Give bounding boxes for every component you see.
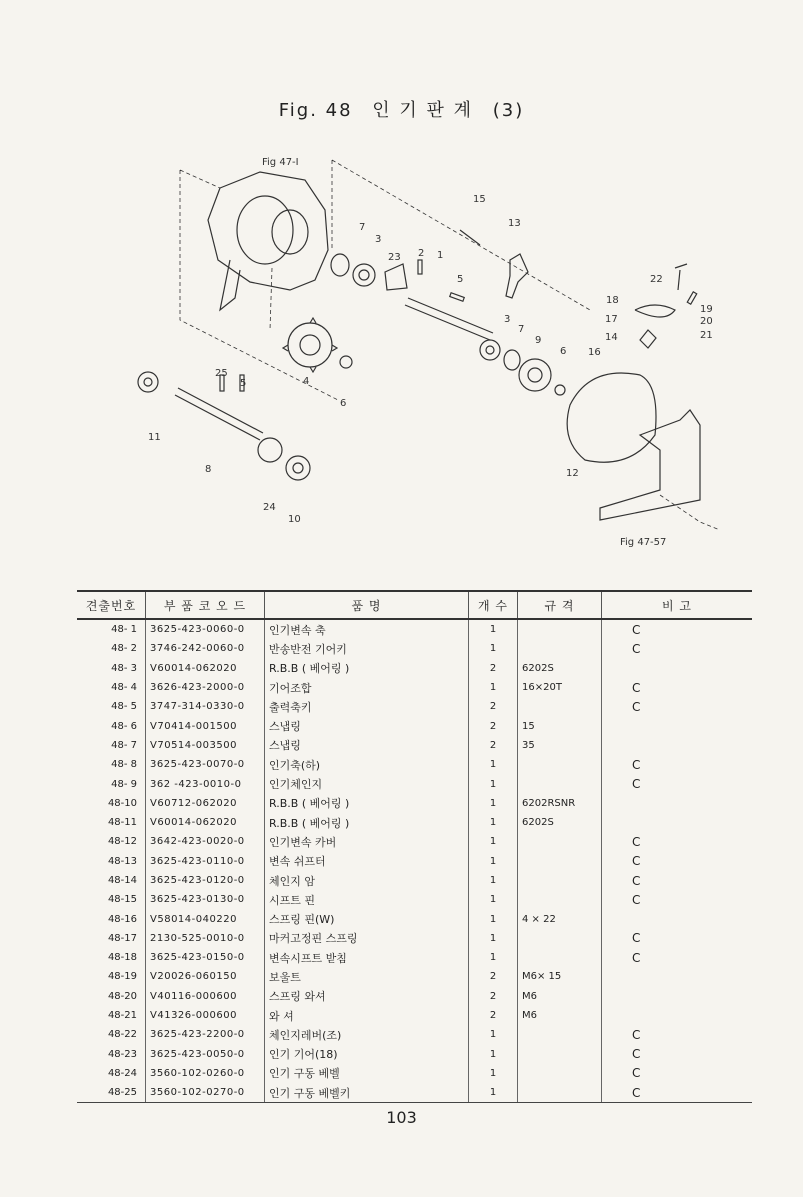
- remarks-cell: C: [602, 871, 753, 890]
- part-code-cell: 3560-102-0270-0: [146, 1083, 265, 1103]
- table-row: [77, 1045, 752, 1064]
- quantity-cell: 2: [469, 716, 518, 735]
- table-row: [77, 1064, 752, 1083]
- part-label: 1: [437, 250, 444, 261]
- index-no-cell: 48- 9: [111, 778, 137, 790]
- part-name-cell: R.B.B ( 베어링 ): [265, 659, 469, 678]
- gear-assembly: [288, 323, 332, 367]
- quantity-cell: 1: [469, 890, 518, 909]
- spec-cell: 6202S: [518, 813, 602, 832]
- part-code-cell: 3560-102-0260-0: [146, 1064, 265, 1083]
- quantity-cell: 1: [469, 909, 518, 928]
- index-no-cell: 48-23: [107, 1048, 137, 1060]
- shaft: [405, 298, 493, 340]
- index-no-cell: 48-18: [107, 952, 137, 964]
- quantity-cell: 1: [469, 774, 518, 793]
- part-label: 8: [205, 464, 212, 475]
- part-code-cell: V60712-062020: [146, 794, 265, 813]
- part-name-cell: 인기 구동 베벨키: [265, 1083, 469, 1103]
- quantity-cell: 2: [469, 659, 518, 678]
- part-label: 6: [560, 346, 567, 357]
- remarks-cell: [602, 1006, 753, 1025]
- table-row: [77, 755, 752, 774]
- col-spec: 규 격: [518, 591, 602, 619]
- remarks-cell: [602, 813, 753, 832]
- part-name-cell: 변속시프트 받침: [265, 948, 469, 967]
- quantity-cell: 2: [469, 1006, 518, 1025]
- table-row: [77, 659, 752, 678]
- remarks-cell: [602, 987, 753, 1006]
- col-remarks: 비 고: [602, 591, 753, 619]
- remarks-cell: C: [602, 619, 753, 639]
- part-label: 3: [375, 234, 382, 245]
- index-no-cell: 48-22: [107, 1029, 137, 1041]
- part-code-cell: V60014-062020: [146, 659, 265, 678]
- part-name-cell: 스냅링: [265, 736, 469, 755]
- part-name-cell: 마커고정핀 스프링: [265, 929, 469, 948]
- part-label: 16: [588, 347, 601, 358]
- spec-cell: 15: [518, 716, 602, 735]
- spec-cell: [518, 929, 602, 948]
- remarks-cell: [602, 909, 753, 928]
- part-code-cell: V60014-062020: [146, 813, 265, 832]
- part-name-cell: 출력축키: [265, 697, 469, 716]
- remarks-cell: C: [602, 1025, 753, 1044]
- part-code-cell: 3625-423-0050-0: [146, 1045, 265, 1064]
- table-row: [77, 948, 752, 967]
- part-name-cell: 스프링 와셔: [265, 987, 469, 1006]
- part-name-cell: 와 셔: [265, 1006, 469, 1025]
- part-code-cell: 3625-423-0070-0: [146, 755, 265, 774]
- part-code-cell: V41326-000600: [146, 1006, 265, 1025]
- quantity-cell: 1: [469, 871, 518, 890]
- remarks-cell: C: [602, 948, 753, 967]
- table-row: [77, 813, 752, 832]
- quantity-cell: 1: [469, 639, 518, 658]
- part-code-cell: 3625-423-0130-0: [146, 890, 265, 909]
- spec-cell: [518, 852, 602, 871]
- index-no-cell: 48-24: [107, 1067, 137, 1079]
- spec-cell: M6× 15: [518, 967, 602, 986]
- figure-title: [0, 96, 803, 122]
- part-code-cell: 2130-525-0010-0: [146, 929, 265, 948]
- index-no-cell: 48- 4: [111, 682, 137, 694]
- index-no-cell: 48-12: [107, 836, 137, 848]
- table-row: [77, 890, 752, 909]
- index-no-cell: 48-13: [107, 855, 137, 867]
- part-code-cell: V58014-040220: [146, 909, 265, 928]
- quantity-cell: 2: [469, 697, 518, 716]
- remarks-cell: C: [602, 890, 753, 909]
- part-label: 13: [508, 218, 521, 229]
- table-row: [77, 909, 752, 928]
- spec-cell: 16×20T: [518, 678, 602, 697]
- quantity-cell: 1: [469, 852, 518, 871]
- table-header-row: [77, 591, 752, 619]
- remarks-cell: C: [602, 639, 753, 658]
- table-row: [77, 987, 752, 1006]
- spec-cell: [518, 639, 602, 658]
- table-row: [77, 619, 752, 639]
- quantity-cell: 1: [469, 832, 518, 851]
- spec-cell: [518, 755, 602, 774]
- col-index-no: 견출번호: [77, 591, 146, 619]
- remarks-cell: C: [602, 697, 753, 716]
- part-code-cell: V20026-060150: [146, 967, 265, 986]
- part-name-cell: 인기 구동 베벨: [265, 1064, 469, 1083]
- cover: [567, 373, 656, 462]
- part-label: 18: [606, 295, 619, 306]
- remarks-cell: C: [602, 1064, 753, 1083]
- part-code-cell: 3625-423-0150-0: [146, 948, 265, 967]
- part-name-cell: 체인지 암: [265, 871, 469, 890]
- part-code-cell: V70514-003500: [146, 736, 265, 755]
- table-row: [77, 639, 752, 658]
- part-code-cell: 3626-423-2000-0: [146, 678, 265, 697]
- part-label: 11: [148, 432, 161, 443]
- part-name-cell: 시프트 핀: [265, 890, 469, 909]
- part-code-cell: 3625-423-0110-0: [146, 852, 265, 871]
- remarks-cell: C: [602, 1083, 753, 1103]
- part-label: 10: [288, 514, 301, 525]
- part-name-cell: 스냅링: [265, 716, 469, 735]
- part-label: 22: [650, 274, 663, 285]
- part-label: 21: [700, 330, 713, 341]
- part-label: 12: [566, 468, 579, 479]
- remarks-cell: [602, 736, 753, 755]
- table-row: [77, 1083, 752, 1103]
- spec-cell: [518, 890, 602, 909]
- index-no-cell: 48- 8: [111, 759, 137, 771]
- part-name-cell: 인기체인지: [265, 774, 469, 793]
- quantity-cell: 1: [469, 929, 518, 948]
- table-row: [77, 774, 752, 793]
- index-no-cell: 48- 1: [111, 624, 137, 636]
- part-code-cell: V40116-000600: [146, 987, 265, 1006]
- fig-ref-47-57: Fig 47-57: [620, 537, 667, 548]
- part-name-cell: 체인지레버(조): [265, 1025, 469, 1044]
- part-label: 9: [535, 335, 542, 346]
- remarks-cell: C: [602, 678, 753, 697]
- index-no-cell: 48-15: [107, 894, 137, 906]
- parts-table: [77, 590, 752, 1103]
- part-label: 25: [215, 368, 228, 379]
- table-row: [77, 716, 752, 735]
- index-no-cell: 48- 2: [111, 643, 137, 655]
- index-no-cell: 48-25: [77, 1083, 146, 1103]
- exploded-parts-diagram: [100, 150, 740, 560]
- spec-cell: 6202RSNR: [518, 794, 602, 813]
- col-quantity: 개 수: [469, 591, 518, 619]
- index-no-cell: 48-11: [107, 817, 137, 829]
- quantity-cell: 1: [469, 619, 518, 639]
- table-row: [77, 852, 752, 871]
- quantity-cell: 1: [469, 794, 518, 813]
- spec-cell: M6: [518, 987, 602, 1006]
- part-label: 15: [473, 194, 486, 205]
- part-code-cell: 3625-423-0060-0: [146, 619, 265, 639]
- table-row: [77, 871, 752, 890]
- part-code-cell: 362 -423-0010-0: [146, 774, 265, 793]
- spec-cell: [518, 619, 602, 639]
- remarks-cell: C: [602, 755, 753, 774]
- quantity-cell: 1: [469, 948, 518, 967]
- col-part-code: 부 품 코 오 드: [146, 591, 265, 619]
- part-name-cell: 인기축(하): [265, 755, 469, 774]
- table-row: [77, 1006, 752, 1025]
- spec-cell: 35: [518, 736, 602, 755]
- index-no-cell: 48-10: [107, 797, 137, 809]
- figure-number: Fig. 48: [278, 100, 353, 121]
- part-name-cell: 반송반전 기어키: [265, 639, 469, 658]
- spec-cell: [518, 1083, 602, 1103]
- remarks-cell: [602, 659, 753, 678]
- part-name-cell: R.B.B ( 베어링 ): [265, 813, 469, 832]
- spec-cell: [518, 832, 602, 851]
- spec-cell: [518, 1064, 602, 1083]
- part-label: 24: [263, 502, 276, 513]
- table-row: [77, 967, 752, 986]
- part-name-cell: 인기변속 축: [265, 619, 469, 639]
- part-label: 5: [457, 274, 464, 285]
- part-code-cell: 3746-242-0060-0: [146, 639, 265, 658]
- index-no-cell: 48-19: [107, 971, 137, 983]
- index-no-cell: 48-17: [107, 932, 137, 944]
- index-no-cell: 48- 3: [111, 662, 137, 674]
- table-row: [77, 832, 752, 851]
- quantity-cell: 1: [469, 755, 518, 774]
- part-label: 23: [388, 252, 401, 263]
- index-no-cell: 48-20: [107, 990, 137, 1002]
- quantity-cell: 1: [469, 1025, 518, 1044]
- part-code-cell: 3747-314-0330-0: [146, 697, 265, 716]
- quantity-cell: 2: [469, 987, 518, 1006]
- remarks-cell: C: [602, 929, 753, 948]
- part-label: 7: [359, 222, 366, 233]
- part-label: 4: [303, 376, 310, 387]
- remarks-cell: [602, 716, 753, 735]
- spec-cell: [518, 1025, 602, 1044]
- fig-ref-47-1: Fig 47-I: [262, 157, 299, 168]
- table-row: [77, 697, 752, 716]
- spec-cell: 6202S: [518, 659, 602, 678]
- part-label: 7: [518, 324, 525, 335]
- remarks-cell: C: [602, 832, 753, 851]
- part-label: 2: [418, 248, 425, 259]
- quantity-cell: 1: [469, 1064, 518, 1083]
- table-row: [77, 678, 752, 697]
- part-label: 6: [340, 398, 347, 409]
- quantity-cell: 1: [469, 1045, 518, 1064]
- part-label: 3: [504, 314, 511, 325]
- remarks-cell: [602, 794, 753, 813]
- part-code-cell: 3642-423-0020-0: [146, 832, 265, 851]
- table-row: [77, 929, 752, 948]
- spec-cell: [518, 871, 602, 890]
- part-label: 17: [605, 314, 618, 325]
- table-row: [77, 736, 752, 755]
- spec-cell: [518, 697, 602, 716]
- spec-cell: M6: [518, 1006, 602, 1025]
- part-code-cell: V70414-001500: [146, 716, 265, 735]
- quantity-cell: 2: [469, 967, 518, 986]
- quantity-cell: 2: [469, 736, 518, 755]
- index-no-cell: 48-14: [107, 875, 137, 886]
- remarks-cell: [602, 967, 753, 986]
- spec-cell: [518, 774, 602, 793]
- figure-part: (3): [492, 100, 525, 121]
- part-code-cell: 3625-423-0120-0: [146, 871, 265, 890]
- part-name-cell: 인기 기어(18): [265, 1045, 469, 1064]
- part-name-cell: 변속 쉬프터: [265, 852, 469, 871]
- transmission-housing: [208, 172, 328, 290]
- index-no-cell: 48-16: [107, 913, 137, 925]
- index-no-cell: 48- 6: [111, 720, 137, 732]
- part-label: 20: [700, 316, 713, 327]
- page-number: 103: [386, 1108, 417, 1127]
- part-code-cell: 3625-423-2200-0: [146, 1025, 265, 1044]
- remarks-cell: C: [602, 774, 753, 793]
- col-part-name: 품 명: [265, 591, 469, 619]
- table-row: [77, 794, 752, 813]
- quantity-cell: 1: [469, 1083, 518, 1103]
- spec-cell: 4 × 22: [518, 909, 602, 928]
- index-no-cell: 48- 7: [111, 739, 137, 751]
- index-no-cell: 48- 5: [111, 701, 137, 713]
- quantity-cell: 1: [469, 678, 518, 697]
- part-name-cell: 기어조합: [265, 678, 469, 697]
- quantity-cell: 1: [469, 813, 518, 832]
- part-name-cell: 보울트: [265, 967, 469, 986]
- part-label: 19: [700, 304, 713, 315]
- part-label: 14: [605, 332, 618, 343]
- table-row: [77, 1025, 752, 1044]
- part-name-cell: R.B.B ( 베어링 ): [265, 794, 469, 813]
- part-label: 5: [240, 378, 247, 389]
- part-name-cell: 인기변속 카버: [265, 832, 469, 851]
- index-no-cell: 48-21: [107, 1010, 137, 1022]
- remarks-cell: C: [602, 852, 753, 871]
- spec-cell: [518, 1045, 602, 1064]
- part-name-cell: 스프링 핀(W): [265, 909, 469, 928]
- figure-name: 인 기 판 계: [372, 100, 474, 121]
- remarks-cell: C: [602, 1045, 753, 1064]
- spec-cell: [518, 948, 602, 967]
